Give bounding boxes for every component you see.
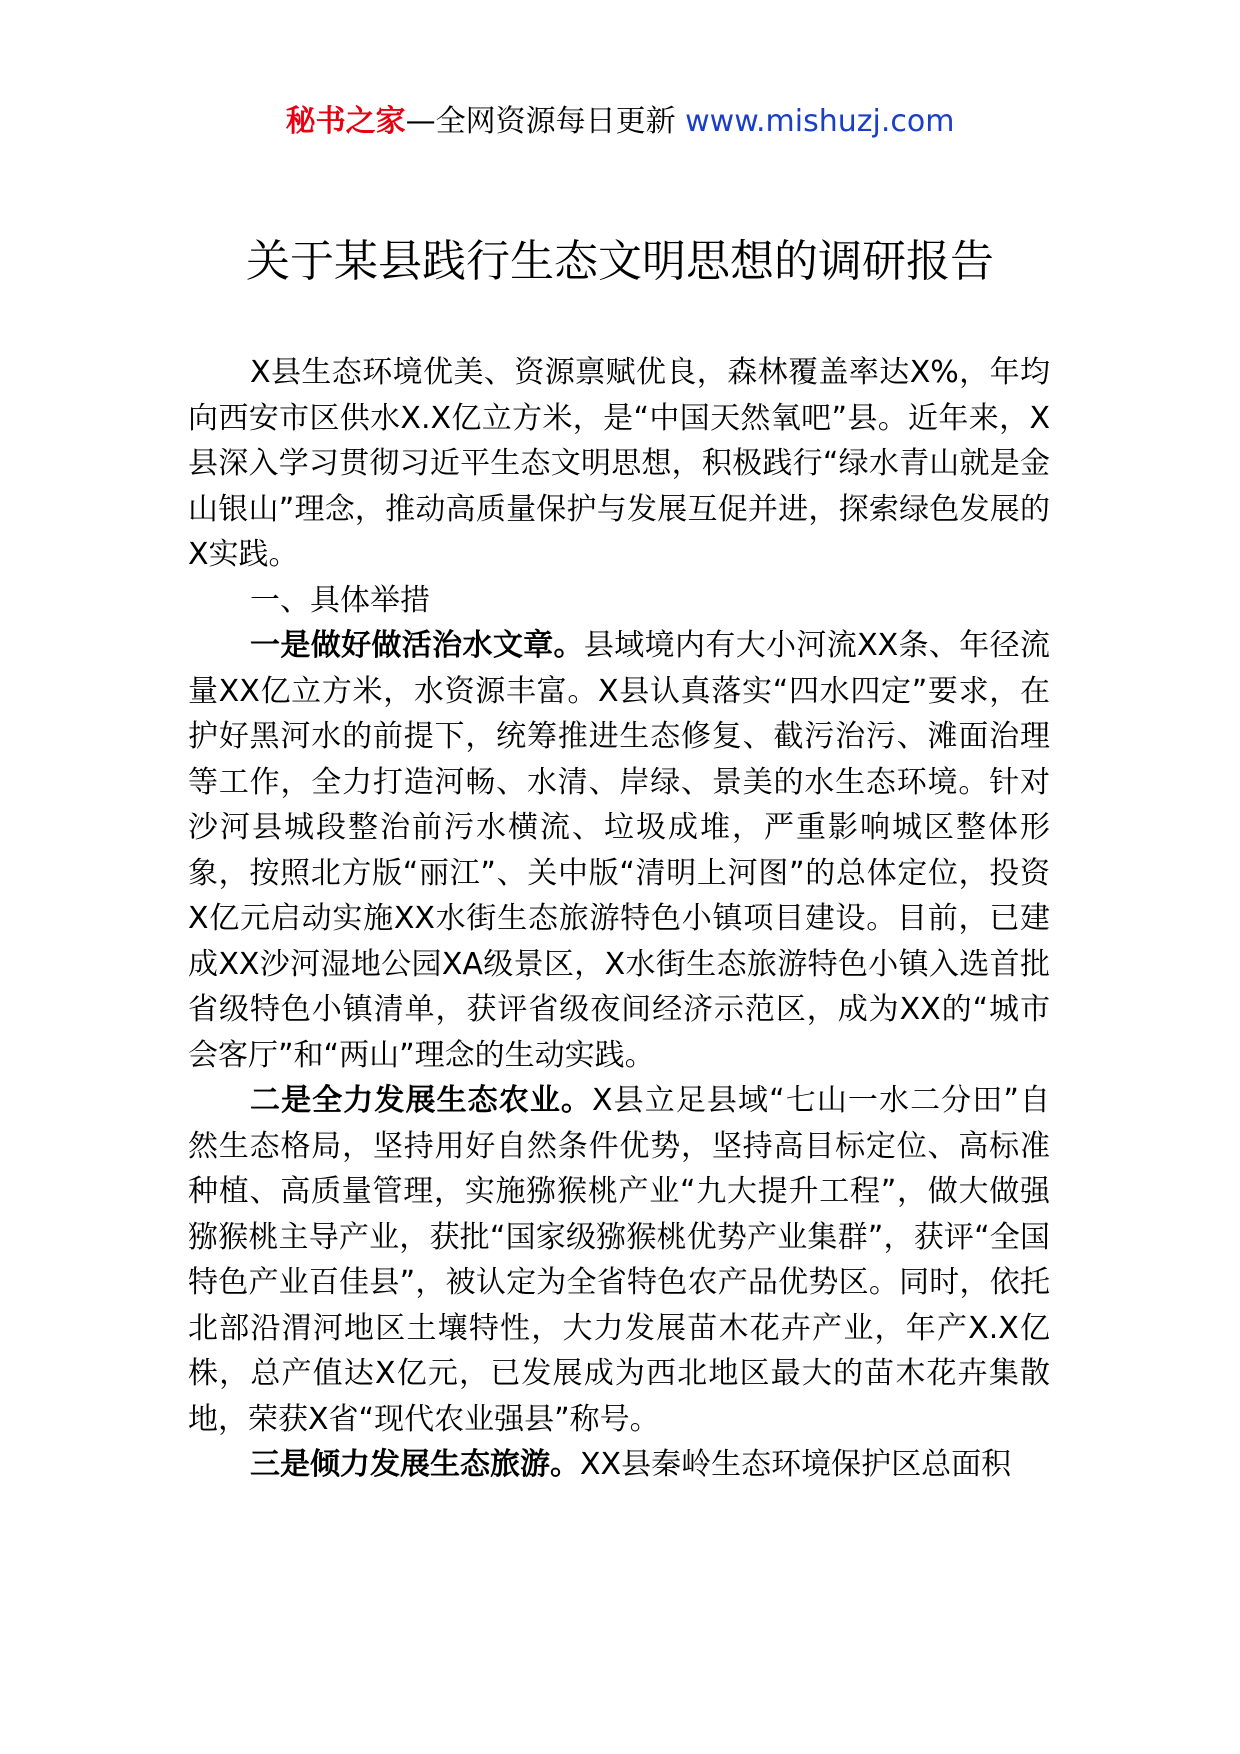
measure-text: XX县秦岭生态环境保护区总面积	[580, 1447, 1012, 1482]
site-header	[0, 100, 1240, 144]
intro-paragraph: X县生态环境优美、资源禀赋优良，森林覆盖率达X%，年均向西安市区供水X.X亿立方米，是“中国天然氧吧”县。近年来，X县深入学习贯彻习近平生态文明思想，积极践行“绿水青山就是金山银山”理念，推动高质量保护与发展互促并进，探索绿色发展的X实践。	[188, 355, 1050, 572]
measure-paragraph	[188, 623, 1050, 1078]
measure-paragraph	[188, 1078, 1050, 1442]
site-brand: 秘书之家	[285, 104, 406, 139]
measure-lead: 三是倾力发展生态旅游。	[250, 1447, 580, 1482]
measure-lead: 二是全力发展生态农业。	[250, 1083, 592, 1118]
site-tagline: —全网资源每日更新	[405, 104, 676, 139]
measure-paragraph	[188, 1442, 1050, 1488]
section-heading: 一、具体举措	[250, 582, 430, 618]
measure-text: X县立足县域“七山一水二分田”自然生态格局，坚持用好自然条件优势，坚持高目标定位、高标准种植、高质量管理，实施猕猴桃产业“九大提升工程”，做大做强猕猴桃主导产业，获批“国家级猕猴桃优势产业集群”，获评“全国特色产业百佳县”，被认定为全省特色农产品优势区。同时，依托北部沿渭河地区土壤特性，大力发展苗木花卉产业，年产X.X亿株，总产值达X亿元，已发展成为西北地区最大的苗木花卉集散地，荣获X省“现代农业强县”称号。	[188, 1083, 1050, 1437]
document-title: 关于某县践行生态文明思想的调研报告	[246, 236, 994, 287]
document-body	[188, 350, 1050, 1488]
measure-text: 县域境内有大小河流XX条、年径流量XX亿立方米，水资源丰富。X县认真落实“四水四定”要求，在护好黑河水的前提下，统筹推进生态修复、截污治污、滩面治理等工作，全力打造河畅、水清、岸绿、景美的水生态环境。针对沙河县城段整治前污水横流、垃圾成堆，严重影响城区整体形象，按照北方版“丽江”、关中版“清明上河图”的总体定位，投资X亿元启动实施XX水街生态旅游特色小镇项目建设。目前，已建成XX沙河湿地公园XA级景区，X水街生态旅游特色小镇入选首批省级特色小镇清单，获评省级夜间经济示范区，成为XX的“城市会客厅”和“两山”理念的生动实践。	[188, 628, 1051, 1073]
measure-lead: 一是做好做活治水文章。	[250, 628, 584, 663]
site-url-link[interactable]: www.mishuzj.com	[685, 104, 955, 139]
